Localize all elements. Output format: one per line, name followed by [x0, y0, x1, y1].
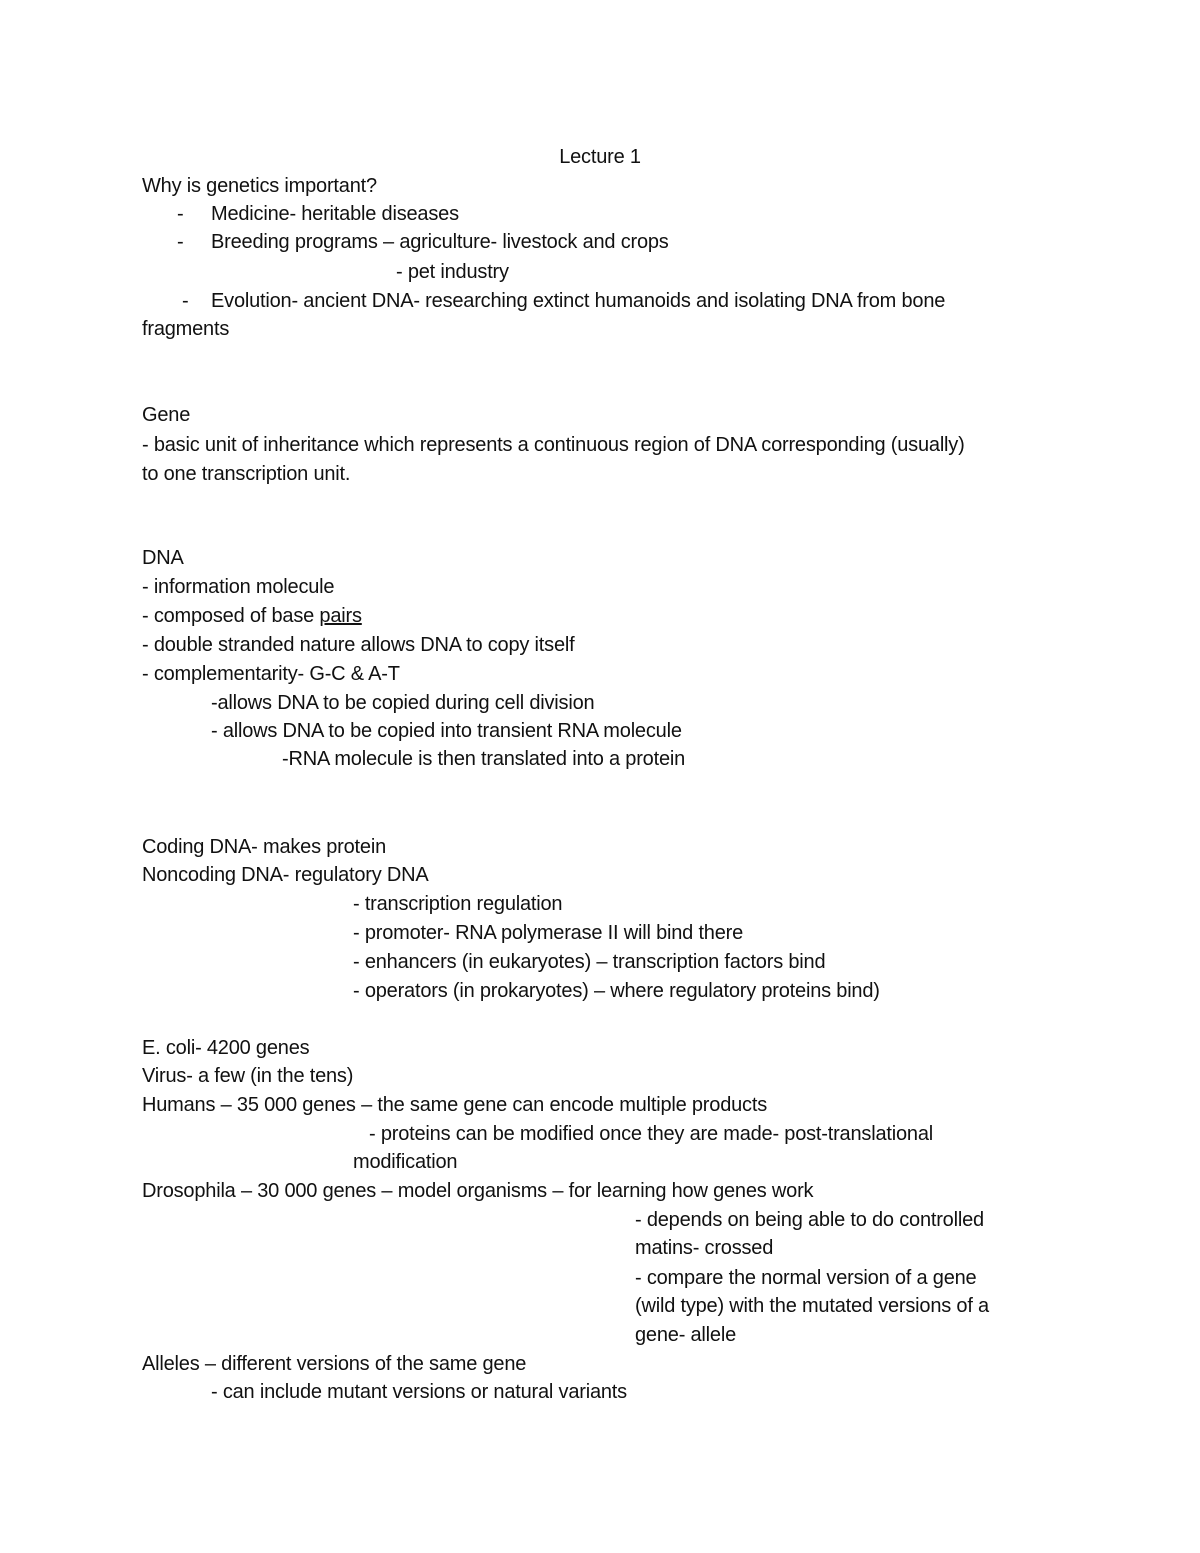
section-heading-importance: Why is genetics important?: [142, 175, 377, 197]
text-line: - complementarity- G-C & A-T: [142, 663, 400, 685]
list-item-continuation: (wild type) with the mutated versions of a: [635, 1295, 989, 1317]
text-line: Virus- a few (in the tens): [142, 1065, 354, 1087]
list-item: - depends on being able to do controlled: [635, 1209, 984, 1231]
text-line: -RNA molecule is then translated into a protein: [282, 748, 686, 770]
section-heading-dna: DNA: [142, 547, 184, 569]
list-item: - proteins can be modified once they are made- post-translational: [369, 1123, 933, 1145]
underlined-word: pairs: [319, 605, 362, 627]
text-line: - basic unit of inheritance which represents a continuous region of DNA corresponding (usually): [142, 434, 965, 456]
bullet-dash: -: [177, 203, 184, 225]
list-item: - operators (in prokaryotes) – where regulatory proteins bind): [353, 980, 880, 1002]
bullet-dash: -: [182, 290, 189, 312]
list-item: - transcription regulation: [353, 893, 563, 915]
text-line: - information molecule: [142, 576, 335, 598]
list-item-continuation: fragments: [142, 318, 230, 340]
section-heading-gene: Gene: [142, 404, 191, 426]
text-line: E. coli- 4200 genes: [142, 1037, 310, 1059]
list-item: Evolution- ancient DNA- researching extinct humanoids and isolating DNA from bone: [211, 290, 946, 312]
text-segment: - composed of base: [142, 605, 320, 627]
bullet-dash: -: [177, 231, 184, 253]
list-item: Breeding programs – agriculture- livestock and crops: [211, 231, 669, 253]
text-line: Noncoding DNA- regulatory DNA: [142, 864, 429, 886]
text-line: [142, 602, 362, 630]
list-item: - can include mutant versions or natural variants: [211, 1381, 627, 1403]
list-item: Medicine- heritable diseases: [211, 203, 459, 225]
list-item-continuation: gene- allele: [635, 1324, 737, 1346]
text-line: Alleles – different versions of the same gene: [142, 1353, 527, 1375]
page-title: Lecture 1: [559, 146, 641, 168]
list-item-continuation: matins- crossed: [635, 1237, 774, 1259]
text-line: - allows DNA to be copied into transient RNA molecule: [211, 720, 682, 742]
list-item: - pet industry: [396, 261, 509, 283]
text-line: Humans – 35 000 genes – the same gene can encode multiple products: [142, 1094, 767, 1116]
text-line: - double stranded nature allows DNA to copy itself: [142, 634, 575, 656]
list-item: - compare the normal version of a gene: [635, 1267, 977, 1289]
list-item-continuation: modification: [353, 1151, 458, 1173]
text-line: Drosophila – 30 000 genes – model organisms – for learning how genes work: [142, 1180, 814, 1202]
text-line: Coding DNA- makes protein: [142, 836, 386, 858]
list-item: - promoter- RNA polymerase II will bind there: [353, 922, 744, 944]
text-line: to one transcription unit.: [142, 463, 351, 485]
list-item: - enhancers (in eukaryotes) – transcription factors bind: [353, 951, 826, 973]
text-line: -allows DNA to be copied during cell division: [211, 692, 595, 714]
